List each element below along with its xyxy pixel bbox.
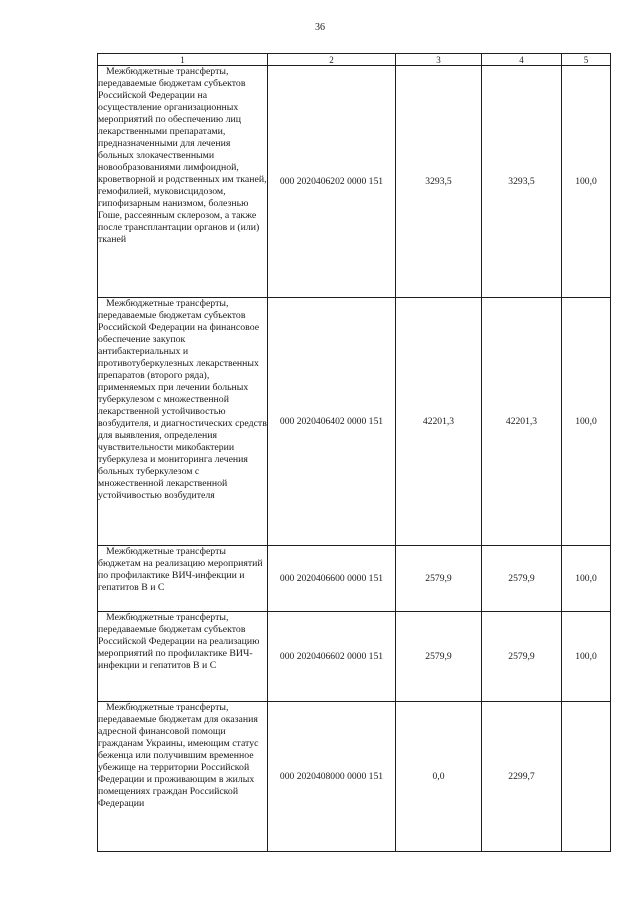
table-row — [98, 546, 611, 612]
budget-transfers-table — [97, 53, 611, 852]
column-header-1: 1 — [98, 54, 268, 66]
row-value-4: 3293,5 — [482, 66, 562, 298]
column-header-4: 4 — [482, 54, 562, 66]
row-description-cell — [98, 66, 268, 298]
row-description: Межбюджетные трансферты, передаваемые бюджетам субъектов Российской Федерации на осуществление организационных мероприятий по обеспечению лиц лекарственными препаратами, предназначенными для лечения больных злокачественными новообразованиями лимфоидной, кроветворной и родственных им тканей, гемофилией, муковисцидозом, гипофизарным нанизмом, болезнью Гоше, рассеянным склерозом, а также после трансплантации органов и (или) тканей — [98, 66, 267, 245]
row-percent: 100,0 — [562, 66, 611, 298]
row-description: Межбюджетные трансферты бюджетам на реализацию мероприятий по профилактике ВИЧ-инфекции и гепатитов В и С — [98, 546, 263, 593]
row-description-cell — [98, 702, 268, 852]
table-row — [98, 612, 611, 702]
row-description-cell — [98, 298, 268, 546]
row-value-3: 42201,3 — [396, 298, 482, 546]
row-value-3: 0,0 — [396, 702, 482, 852]
row-code: 000 2020406600 0000 151 — [268, 546, 396, 612]
row-percent: 100,0 — [562, 546, 611, 612]
row-percent: 100,0 — [562, 612, 611, 702]
row-value-3: 2579,9 — [396, 612, 482, 702]
table-row — [98, 298, 611, 546]
row-description: Межбюджетные трансферты, передаваемые бюджетам субъектов Российской Федерации на финансовое обеспечение закупок антибактериальных и противотуберкулезных лекарственных препаратов (второго ряда), применяемых при лечении больных туберкулезом с множественной лекарственной устойчивостью возбудителя, и диагностических средств для выявления, определения чувствительности микобактерии туберкулеза и мониторинга лечения больных туберкулезом с множественной лекарственной устойчивостью возбудителя — [98, 298, 267, 501]
row-value-4: 2579,9 — [482, 546, 562, 612]
row-value-3: 2579,9 — [396, 546, 482, 612]
row-code: 000 2020406202 0000 151 — [268, 66, 396, 298]
table-header-row — [98, 54, 611, 66]
row-value-4: 2299,7 — [482, 702, 562, 852]
row-description: Межбюджетные трансферты, передаваемые бюджетам субъектов Российской Федерации на реализацию мероприятий по профилактике ВИЧ-инфекции и гепатитов В и С — [98, 612, 260, 671]
table-row — [98, 702, 611, 852]
row-value-3: 3293,5 — [396, 66, 482, 298]
column-header-3: 3 — [396, 54, 482, 66]
row-code: 000 2020406402 0000 151 — [268, 298, 396, 546]
column-header-5: 5 — [562, 54, 611, 66]
row-code: 000 2020406602 0000 151 — [268, 612, 396, 702]
row-description-cell — [98, 546, 268, 612]
page-number: 36 — [315, 22, 325, 33]
row-percent — [562, 702, 611, 852]
row-value-4: 42201,3 — [482, 298, 562, 546]
column-header-2: 2 — [268, 54, 396, 66]
row-value-4: 2579,9 — [482, 612, 562, 702]
table-row — [98, 66, 611, 298]
row-code: 000 2020408000 0000 151 — [268, 702, 396, 852]
row-description: Межбюджетные трансферты, передаваемые бюджетам для оказания адресной финансовой помощи гражданам Украины, имеющим статус беженца или получившим временное убежище на территории Российской Федерации и проживающим в жилых помещениях граждан Российской Федерации — [98, 702, 259, 809]
row-percent: 100,0 — [562, 298, 611, 546]
row-description-cell — [98, 612, 268, 702]
